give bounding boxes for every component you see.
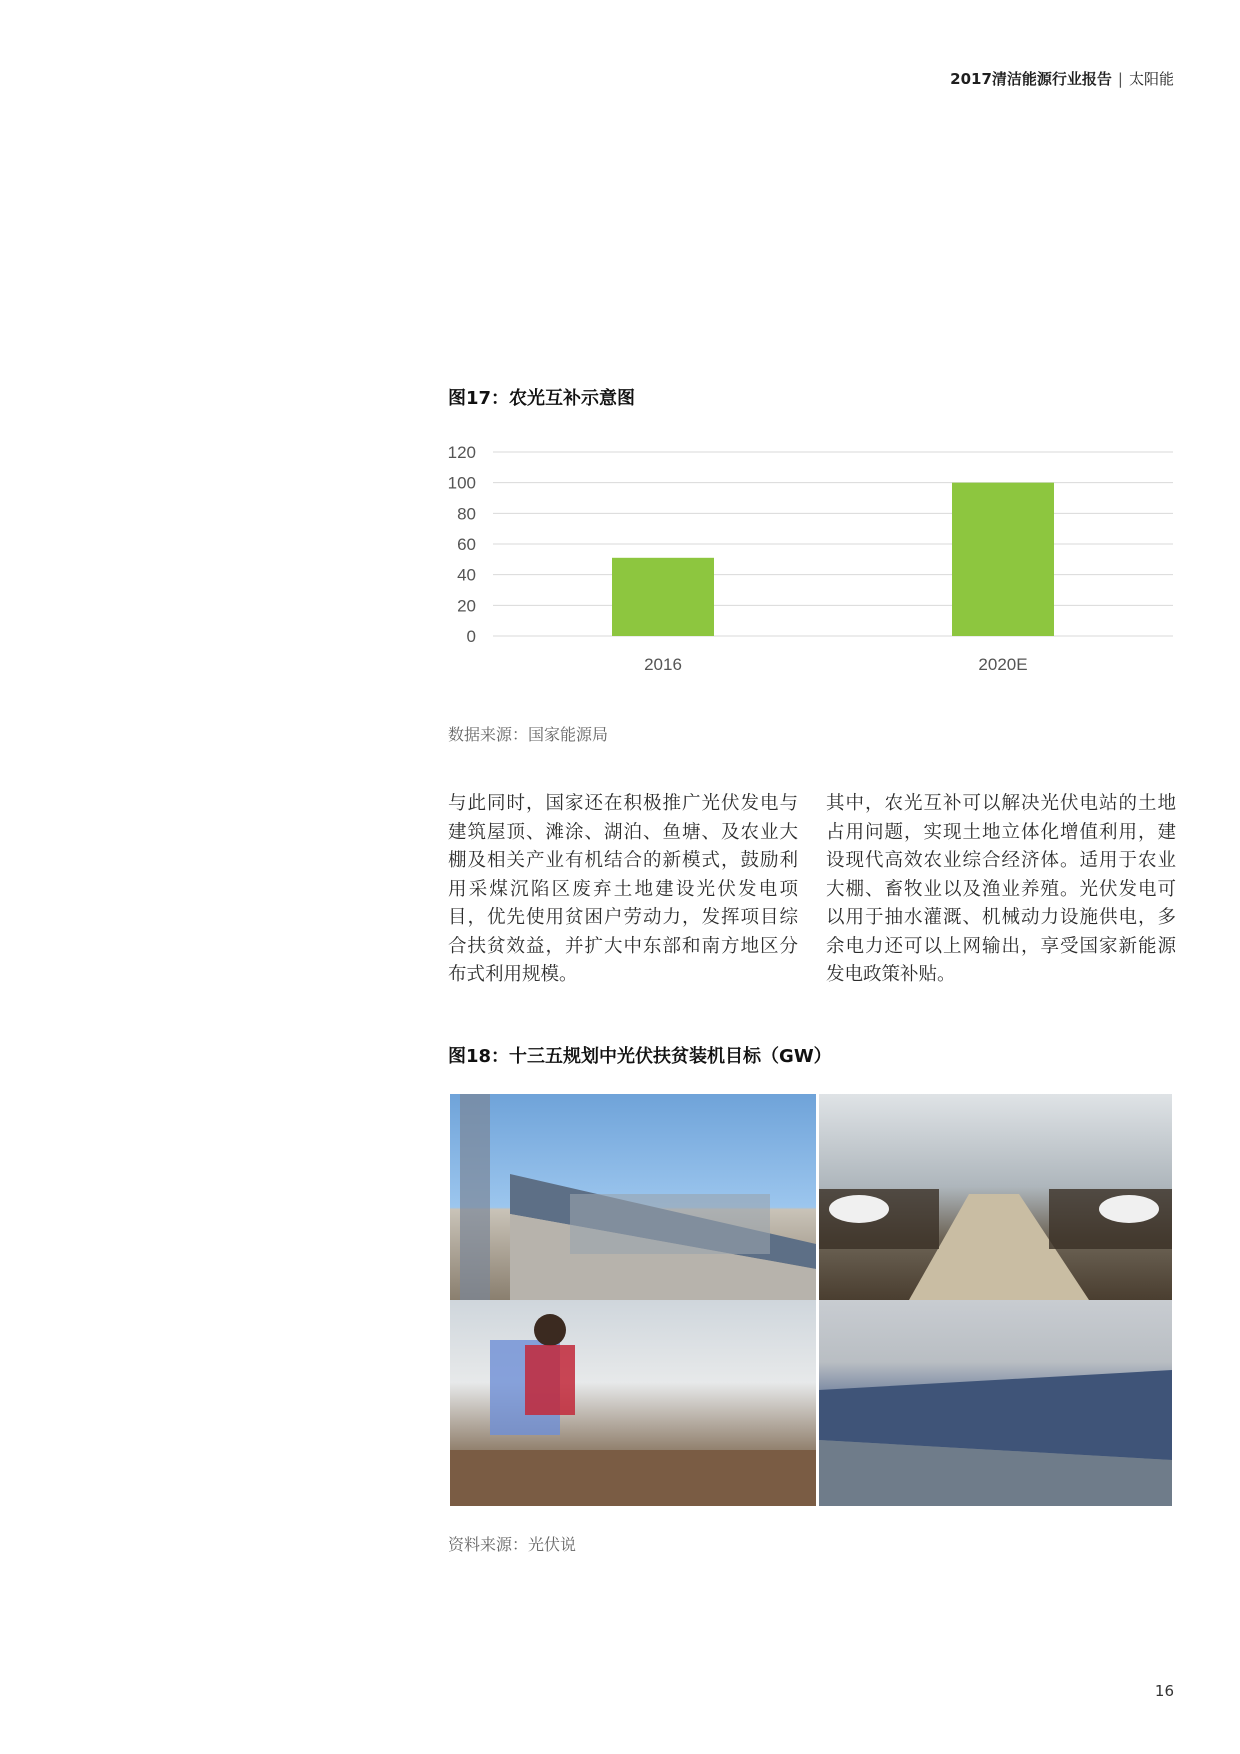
figure-18-title: 图18：十三五规划中光伏扶贫装机目标（GW） [448, 1046, 832, 1067]
y-tick-label: 0 [466, 627, 476, 646]
body-paragraph-right: 其中，农光互补可以解决光伏电站的土地占用问题，实现土地立体化增值利用，建设现代高效农业综合经济体。适用于农业大棚、畜牧业以及渔业养殖。光伏发电可以用于抽水灌溉、机械动力设施供电，多余电力还可以上网输出，享受国家新能源发电政策补贴。 [826, 793, 1176, 985]
y-tick-label: 40 [457, 565, 476, 585]
report-title: 2017清洁能源行业报告 [950, 70, 1112, 88]
photo-collage [450, 1094, 1172, 1506]
page-number: 16 [1154, 1682, 1174, 1700]
y-tick-label: 80 [457, 504, 476, 524]
y-tick-label: 100 [448, 473, 476, 493]
y-tick-label: 20 [457, 596, 476, 616]
y-tick-label: 120 [448, 443, 476, 462]
solar-farm-photo [819, 1300, 1172, 1506]
section-name: 太阳能 [1128, 70, 1174, 88]
body-paragraph-left: 与此同时，国家还在积极推广光伏发电与建筑屋顶、滩涂、湖泊、鱼塘、及农业大棚及相关产业有机结合的新模式，鼓励利用采煤沉陷区废弃土地建设光伏发电项目，优先使用贫困户劳动力，发挥项目综合扶贫效益，并扩大中东部和南方地区分布式利用规模。 [448, 793, 798, 985]
figure-17-source: 数据来源：国家能源局 [448, 725, 609, 744]
bar-2016 [612, 558, 714, 636]
y-tick-label: 60 [457, 535, 476, 554]
bar-chart [448, 436, 1178, 686]
page-header [950, 68, 1174, 89]
figure-18-source: 资料来源：光伏说 [448, 1535, 577, 1554]
mushroom-greenhouse-photo [450, 1300, 816, 1506]
header-separator: | [1117, 70, 1123, 88]
bar-2020E [952, 483, 1054, 636]
x-tick-label: 2016 [644, 655, 682, 674]
solar-greenhouse-photo [450, 1094, 816, 1300]
livestock-barn-photo [819, 1094, 1172, 1300]
figure-17-title: 图17：农光互补示意图 [448, 388, 636, 409]
x-tick-label: 2020E [978, 655, 1028, 674]
